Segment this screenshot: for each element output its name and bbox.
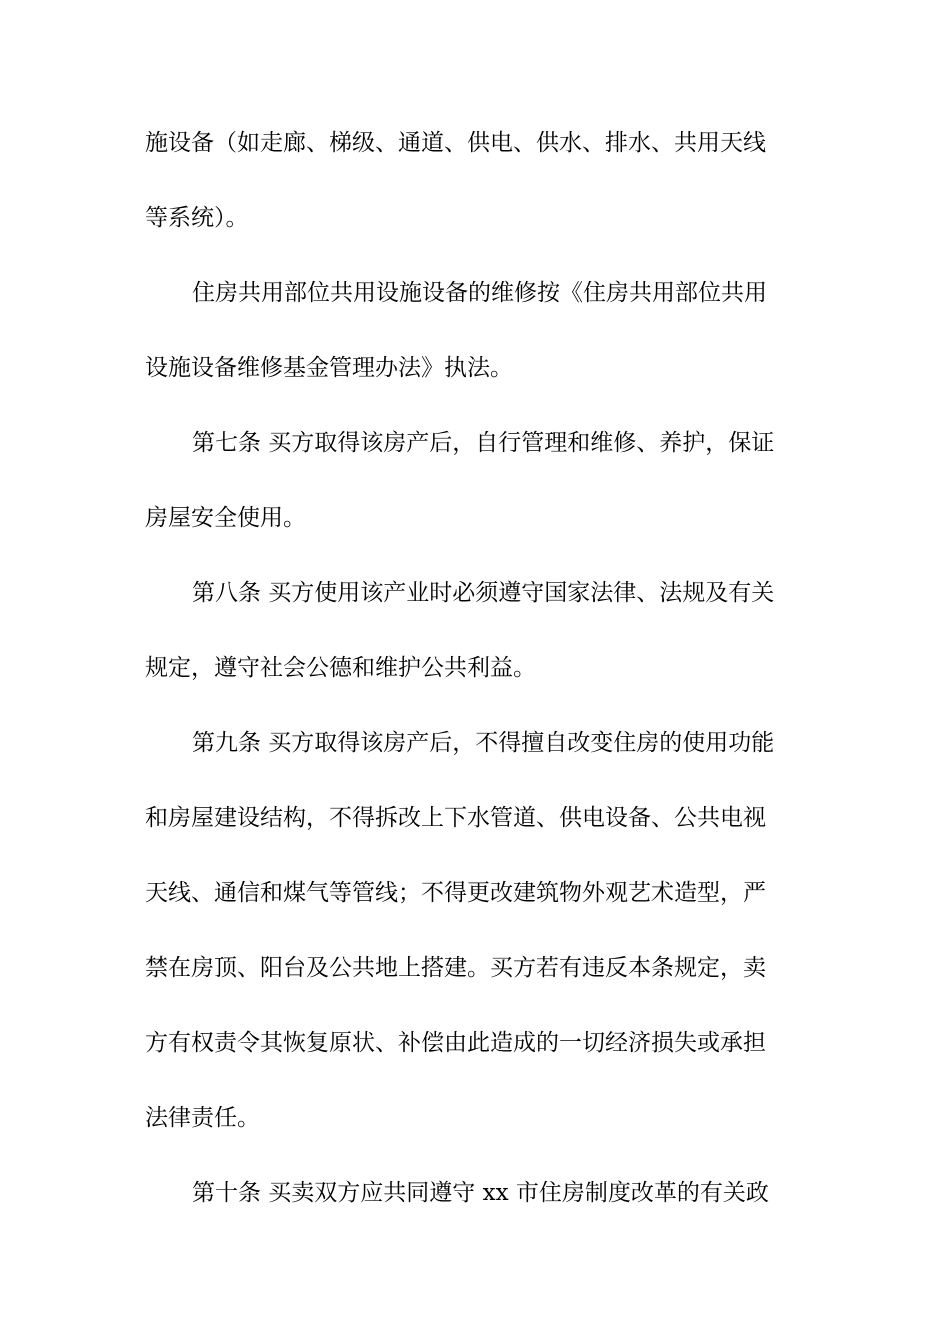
text-line: 等系统）。 (145, 205, 249, 231)
document-body (145, 131, 807, 1256)
text-line: 和房屋建设结构，不得拆改上下水管道、供电设备、公共电视 (145, 805, 766, 831)
text-line: 设施设备维修基金管理办法》执法。 (145, 355, 513, 381)
paragraph-article-8 (145, 581, 807, 680)
text-line: 禁在房顶、阳台及公共地上搭建。买方若有违反本条规定，卖 (145, 955, 766, 981)
text-line: 住房共用部位共用设施设备的维修按《住房共用部位共用 (192, 280, 767, 306)
text-line: 第九条 买方取得该房产后，不得擅自改变住房的使用功能 (192, 730, 775, 756)
paragraph-article-10 (145, 1181, 807, 1205)
text-line: 第八条 买方使用该产业时必须遵守国家法律、法规及有关 (192, 580, 775, 606)
text-line: 第七条 买方取得该房产后，自行管理和维修、养护，保证 (192, 430, 775, 456)
paragraph-article-7 (145, 431, 807, 530)
text-line: 天线、通信和煤气等管线；不得更改建筑物外观艺术造型，严 (145, 880, 766, 906)
paragraph-p1 (145, 131, 807, 230)
paragraph-p2 (145, 281, 807, 380)
text-line: 施设备（如走廊、梯级、通道、供电、供水、排水、共用天线 (145, 130, 766, 156)
text-line: 法律责任。 (145, 1105, 260, 1131)
text-line: 规定，遵守社会公德和维护公共利益。 (145, 655, 536, 681)
text-line: 第十条 买卖双方应共同遵守 xx 市住房制度改革的有关政 (192, 1180, 769, 1206)
paragraph-article-9 (145, 731, 807, 1130)
text-line: 方有权责令其恢复原状、补偿由此造成的一切经济损失或承担 (145, 1030, 766, 1056)
text-line: 房屋安全使用。 (145, 505, 306, 531)
